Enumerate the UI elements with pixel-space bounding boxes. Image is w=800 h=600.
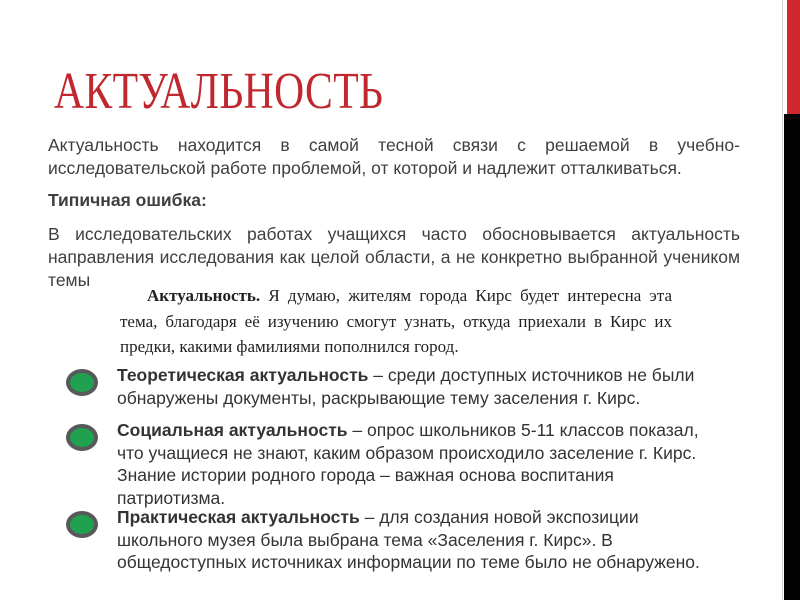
list-item-text — [117, 364, 713, 409]
list-item-text — [117, 419, 713, 509]
list-item-social — [64, 419, 724, 509]
bullet-lead-bold: Практическая актуальность — [117, 507, 360, 527]
excerpt-body-text: Я думаю, жителям города Кирс будет интересна эта тема, благодаря её изучению смогут узнать, откуда приехали в Кирс их предки, какими фамилиями пополнился город. — [120, 286, 672, 356]
list-item-theoretical — [64, 364, 724, 409]
bullet-lead-bold: Социальная актуальность — [117, 420, 348, 440]
bullet-body-text: – для создания новой экспозиции школьного музея была выбрана тема «Заселения г. Кирс». В общедоступных источниках информации по теме было не обнаружено. — [117, 507, 700, 572]
bullet-body-text: – опрос школьников 5-11 классов показал, что учащиеся не знают, каким образом происходило заселение г. Кирс. Знание истории родного города – важная основа воспитания патриотизма. — [117, 420, 699, 508]
black-accent-stripe — [784, 114, 800, 600]
bullet-oval-icon — [66, 369, 98, 396]
bullet-oval-icon — [66, 511, 98, 538]
bullet-body-text: – среди доступных источников не были обнаружены документы, раскрывающие тему заселения г. Кирс. — [117, 365, 695, 408]
list-item-practical — [64, 506, 724, 574]
page-title: АКТУАЛЬНОСТЬ — [54, 63, 384, 120]
typical-error-label: Типичная ошибка: — [48, 190, 207, 210]
intro-paragraph: Актуальность находится в самой тесной связи с решаемой в учебно-исследовательской работе проблемой, от которой и надлежит отталкиваться. — [48, 135, 740, 178]
document-excerpt — [120, 283, 672, 360]
list-item-text — [117, 506, 713, 574]
bullet-lead-bold: Теоретическая актуальность — [117, 365, 369, 385]
error-paragraph: В исследовательских работах учащихся часто обосновывается актуальность направления исследования как целой области, а не конкретно выбранной учеником темы — [48, 224, 740, 290]
red-accent-stripe — [787, 0, 800, 114]
bullet-oval-icon — [66, 424, 98, 451]
excerpt-lead-bold: Актуальность. — [147, 286, 261, 305]
slide-edge-divider — [782, 0, 783, 600]
